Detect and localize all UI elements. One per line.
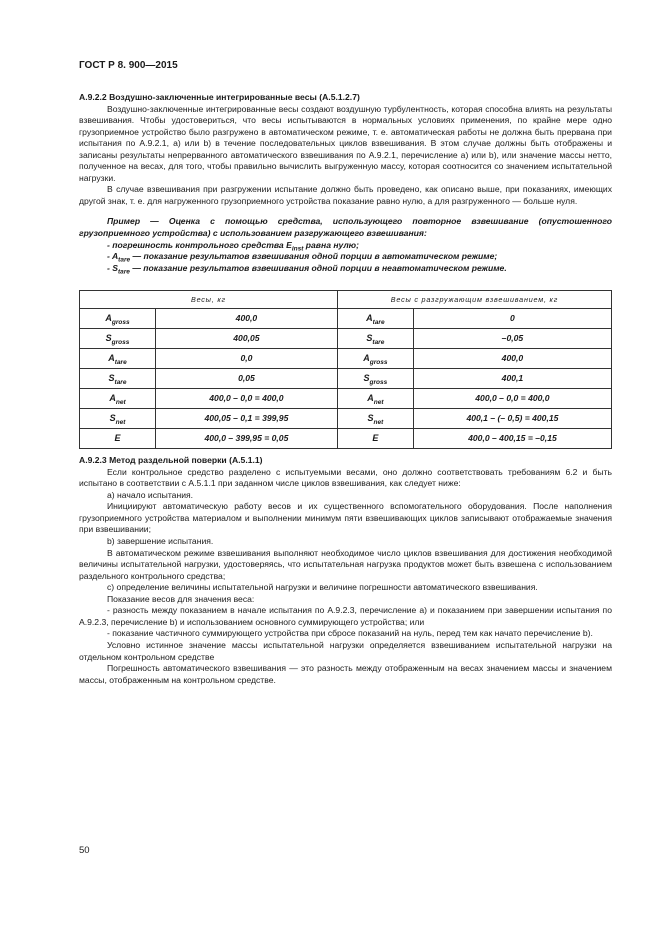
table-cell-value: 400,0 – 0,0 = 400,0	[413, 389, 611, 409]
table-cell-label: $A_{tare}$	[337, 309, 413, 329]
section-a922-paragraph-1: Воздушно-заключенные интегрированные весы создают воздушную турбулентность, которая способна влиять на результаты взвешивания. Чтобы удостовериться, что весы испытываются в нормальных условиях применения, по крайне мере одно грузоприемное устройство было разгружено в автоматическом режиме, т. е. автоматическая работы не должна быть прервана при испытания по А.9.2.1, а) или b) в течение последовательных циклов взвешивания. В этом случае должны быть отображены и записаны результаты непрерванного автоматического взвешивания по А.9.2.1, перечисление а) или b), или значение массы нетто, полученное на весах, для того, чтобы правильно вычислить выгруженную массу, которая соотносится со значением испытательной нагрузки.	[79, 103, 612, 183]
table-cell-label: $S_{gross}$	[80, 329, 156, 349]
table-header-scales: Весы, кг	[80, 291, 338, 309]
table-header-row	[80, 291, 612, 309]
readings-dash-1: - разность между показанием в начале испытания по А.9.2.3, перечисление а) и показанием при завершении испытания по А.9.2.3, перечисление b) и использованием основного суммирующего устройства; или	[79, 605, 612, 627]
table-cell-value: 400,0 – 400,15 = –0,15	[413, 429, 611, 449]
section-a923-paragraph-1: Если контрольное средство разделено с испытуемыми весами, оно должно соответствовать требованиям 6.2 и быть испытано в соответствии с А.5.1.1 при заданном числе циклов взвешивания, как следует ниже:	[79, 466, 612, 489]
table-cell-label: E	[80, 429, 156, 449]
table-row	[80, 389, 612, 409]
example-item-1: - погрешность контрольного средства $E_{inst}$ равна нулю;	[107, 239, 359, 253]
table-cell-value: 400,0 – 0,0 = 400,0	[156, 389, 338, 409]
table-cell-label: $A_{tare}$	[80, 349, 156, 369]
table-cell-label: $S_{gross}$	[337, 369, 413, 389]
step-a-text: Инициируют автоматическую работу весов и их существенного вспомогательного оборудования. После наполнения грузоприемного устройства материалом и выполнении минимум пяти взвешивающих циклов записывают отображаемые значения при взвешивании;	[79, 501, 612, 535]
readings-dash-2: - показание частичного суммирующего устройства при сбросе показаний на нуль, перед тем как начато перечисление b).	[107, 628, 593, 639]
readings-intro: Показание весов для значения веса:	[107, 593, 255, 604]
step-b-label: b) завершение испытания.	[107, 536, 214, 547]
page-number: 50	[79, 845, 90, 856]
table-cell-label: $A_{gross}$	[80, 309, 156, 329]
table-cell-value: 400,1	[413, 369, 611, 389]
table-cell-label: E	[337, 429, 413, 449]
table-row	[80, 349, 612, 369]
table-row	[80, 369, 612, 389]
true-value-paragraph: Условно истинное значение массы испытательной нагрузки определяется взвешиванием испытательной нагрузки на отдельном контрольном средстве	[79, 639, 612, 662]
table-cell-value: 0,0	[156, 349, 338, 369]
table-cell-value: 400,1 – (– 0,5) = 400,15	[413, 409, 611, 429]
table-cell-value: 400,0	[156, 309, 338, 329]
section-a923-heading: А.9.2.3 Метод раздельной поверки (А.5.1.1)	[79, 455, 263, 466]
table-cell-label: $A_{net}$	[80, 389, 156, 409]
example-item-2: - $A_{tare}$ — показание результатов взвешивания одной порции в автоматическом режиме;	[107, 251, 498, 264]
comparison-table	[79, 290, 612, 449]
table-cell-label: $S_{tare}$	[337, 329, 413, 349]
table-row	[80, 429, 612, 449]
table-row	[80, 409, 612, 429]
section-a922-paragraph-2: В случае взвешивания при разгружении испытание должно быть проведено, как описано выше, при показаниях, имеющих другой знак, т. е. для нагруженного грузоприемного устройства показание равно нулю, а для разгруженного — больше нуля.	[79, 184, 612, 206]
table-cell-value: 400,0 – 399,95 = 0,05	[156, 429, 338, 449]
error-definition-paragraph: Погрешность автоматического взвешивания — это разность между отображенным на весах значением массы и значением массы, отображенным на контрольном средстве.	[79, 663, 612, 685]
table-row	[80, 309, 612, 329]
table-cell-label: $S_{tare}$	[80, 369, 156, 389]
example-block	[79, 216, 612, 274]
table-header-unloading: Весы с разгружающим взвешиванием, кг	[337, 291, 611, 309]
table-cell-value: 400,05 – 0,1 = 399,95	[156, 409, 338, 429]
table-cell-label: $A_{net}$	[337, 389, 413, 409]
example-intro: Пример — Оценка с помощью средства, использующего повторное взвешивание (опустошенного грузоприемного устройства) с использованием разгружающего взвешивания:	[79, 216, 612, 239]
step-a-label: а) начало испытания.	[107, 489, 194, 500]
table-cell-label: $S_{net}$	[337, 409, 413, 429]
step-c-label: с) определение величины испытательной нагрузки и величине погрешности автоматического взвешивания.	[107, 582, 538, 593]
table-cell-value: 0	[413, 309, 611, 329]
table-cell-value: 400,0	[413, 349, 611, 369]
table-cell-label: $A_{gross}$	[337, 349, 413, 369]
table-cell-label: $S_{net}$	[80, 409, 156, 429]
page-content	[79, 92, 612, 686]
step-b-text: В автоматическом режиме взвешивания выполняют необходимое число циклов взвешивания для достижения необходимой величины испытательной нагрузки, удостоверяясь, что испытательная нагрузка продуктов может быть взвешена с использованием раздельного контрольного средства;	[79, 547, 612, 581]
table-cell-value: –0,05	[413, 329, 611, 349]
table-cell-value: 400,05	[156, 329, 338, 349]
table-row	[80, 329, 612, 349]
table-cell-value: 0,05	[156, 369, 338, 389]
document-header: ГОСТ Р 8. 900—2015	[79, 60, 178, 71]
section-a922-heading: А.9.2.2 Воздушно-заключенные интегрированные весы (А.5.1.2.7)	[79, 92, 360, 102]
example-item-3: - $S_{tare}$ — показание результатов взвешивания одной порции в неавтоматическом режиме.	[107, 262, 507, 276]
